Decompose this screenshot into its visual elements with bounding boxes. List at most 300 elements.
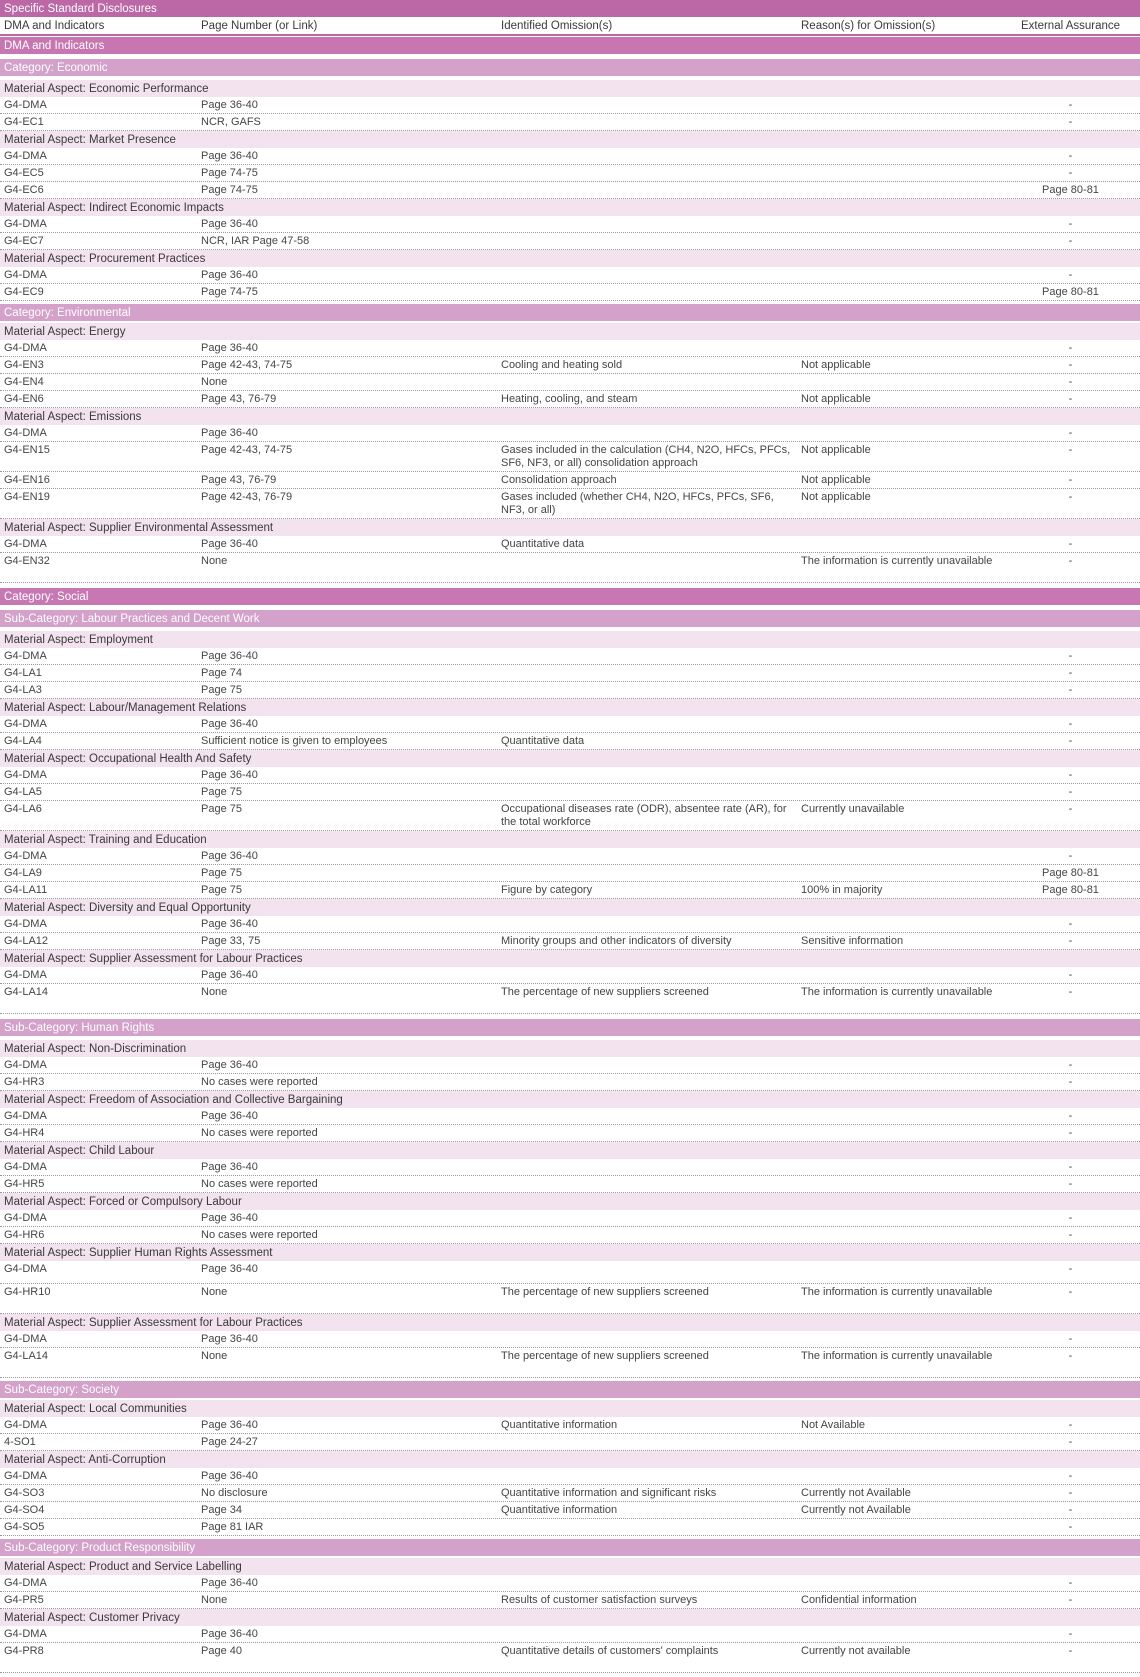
indicator-cell: G4-LA9 — [4, 867, 42, 879]
reason-cell: Confidential information — [801, 1594, 917, 1606]
page-cell: Page 81 IAR — [201, 1521, 264, 1533]
table-row — [0, 1643, 1140, 1673]
page-cell: Page 33, 75 — [201, 935, 261, 947]
reason-cell — [801, 1626, 1001, 1642]
assurance-cell: - — [1068, 1263, 1073, 1275]
table-row — [0, 1519, 1140, 1536]
indicator-cell: G4-HR6 — [4, 1229, 45, 1241]
omission-cell: Quantitative data — [501, 538, 585, 550]
omission-cell: Minority groups and other indicators of diversity — [501, 935, 732, 947]
omission-cell — [501, 233, 801, 249]
table-row — [0, 182, 1140, 199]
reason-cell — [801, 1159, 1001, 1175]
reason-cell: Not applicable — [801, 474, 871, 486]
assurance-cell: - — [1068, 235, 1073, 247]
col-header-page: Page Number (or Link) — [201, 19, 318, 32]
material-aspect-header: Material Aspect: Economic Performance — [0, 80, 1140, 97]
indicator-cell: G4-DMA — [4, 269, 47, 281]
indicator-cell: G4-EC9 — [4, 286, 44, 298]
reason-cell: The information is currently unavailable — [801, 555, 993, 567]
assurance-cell: - — [1068, 1419, 1073, 1431]
omission-cell — [501, 1468, 801, 1484]
page-cell: Page 36-40 — [201, 150, 258, 162]
table-row — [0, 1331, 1140, 1348]
omission-cell: Gases included (whether CH4, N2O, HFCs, PFCs, SF6, NF3, or all) — [501, 491, 774, 516]
assurance-cell: - — [1068, 1059, 1073, 1071]
assurance-cell: - — [1068, 555, 1073, 567]
reason-cell — [801, 967, 1001, 983]
indicator-cell: G4-LA14 — [4, 986, 49, 998]
table-row — [0, 97, 1140, 114]
table-row — [0, 967, 1140, 984]
indicator-cell: G4-DMA — [4, 918, 47, 930]
omission-cell — [501, 148, 801, 164]
omission-cell — [501, 1261, 801, 1283]
reason-cell: Not applicable — [801, 359, 871, 371]
table-row — [0, 648, 1140, 665]
table-row — [0, 916, 1140, 933]
omission-cell — [501, 1626, 801, 1642]
page-cell: Page 36-40 — [201, 1212, 258, 1224]
reason-cell: Not Available — [801, 1419, 866, 1431]
indicator-cell: G4-LA14 — [4, 1350, 49, 1362]
indicator-cell: G4-EC1 — [4, 116, 44, 128]
indicator-cell: G4-PR5 — [4, 1594, 44, 1606]
omission-cell: Results of customer satisfaction surveys — [501, 1594, 698, 1606]
omission-cell — [501, 1519, 801, 1535]
page-cell: None — [201, 1350, 228, 1362]
indicator-cell: G4-DMA — [4, 1577, 47, 1589]
indicator-cell: G4-LA11 — [4, 884, 48, 896]
indicator-cell: G4-DMA — [4, 718, 47, 730]
column-header-row — [0, 17, 1140, 36]
omission-cell — [501, 1057, 801, 1073]
indicator-cell: G4-DMA — [4, 1161, 47, 1173]
reason-cell: The information is currently unavailable — [801, 1350, 993, 1362]
page-cell: NCR, GAFS — [201, 116, 261, 128]
table-body — [0, 59, 1140, 1673]
table-row — [0, 733, 1140, 750]
page-cell: Page 36-40 — [201, 1161, 258, 1173]
material-aspect-header: Material Aspect: Supplier Human Rights Assessment — [0, 1244, 1140, 1261]
indicator-cell: 4-SO1 — [4, 1436, 36, 1448]
material-aspect-header: Material Aspect: Labour/Management Relations — [0, 699, 1140, 716]
indicator-cell: G4-DMA — [4, 342, 47, 354]
omission-cell — [501, 425, 801, 441]
indicator-cell: G4-EN32 — [4, 555, 50, 567]
reason-cell: Currently not Available — [801, 1504, 911, 1516]
assurance-cell: - — [1068, 1229, 1073, 1241]
material-aspect-header: Material Aspect: Emissions — [0, 408, 1140, 425]
indicator-cell: G4-EC5 — [4, 167, 44, 179]
assurance-cell: - — [1068, 1127, 1073, 1139]
reason-cell: 100% in majority — [801, 884, 883, 896]
page-cell: Page 36-40 — [201, 427, 258, 439]
page-cell: Page 75 — [201, 684, 242, 696]
omission-cell — [501, 1108, 801, 1124]
reason-cell — [801, 114, 1001, 130]
reason-cell — [801, 374, 1001, 390]
table-row — [0, 148, 1140, 165]
assurance-cell: - — [1068, 969, 1073, 981]
omission-cell — [501, 553, 801, 582]
page-cell: Sufficient notice is given to employees — [201, 735, 388, 747]
page-cell: Page 36-40 — [201, 342, 258, 354]
page-cell: Page 40 — [201, 1645, 242, 1657]
indicator-cell: G4-LA4 — [4, 735, 42, 747]
page-cell: Page 36-40 — [201, 650, 258, 662]
omission-cell — [501, 340, 801, 356]
col-header-omission: Identified Omission(s) — [501, 19, 613, 32]
omission-cell — [501, 1074, 801, 1090]
reason-cell: Currently not Available — [801, 1487, 911, 1499]
assurance-cell: Page 80-81 — [1042, 286, 1099, 298]
material-aspect-header: Material Aspect: Supplier Assessment for Labour Practices — [0, 950, 1140, 967]
assurance-cell: - — [1068, 786, 1073, 798]
material-aspect-header: Material Aspect: Diversity and Equal Opportunity — [0, 899, 1140, 916]
omission-cell: The percentage of new suppliers screened — [501, 1350, 709, 1362]
table-row — [0, 1592, 1140, 1609]
reason-cell — [801, 716, 1001, 732]
omission-cell: Quantitative data — [501, 735, 585, 747]
reason-cell: Not applicable — [801, 491, 871, 503]
assurance-cell: - — [1068, 393, 1073, 405]
assurance-cell: - — [1068, 1350, 1073, 1362]
material-aspect-header: Material Aspect: Procurement Practices — [0, 250, 1140, 267]
indicator-cell: G4-DMA — [4, 1212, 47, 1224]
omission-cell — [501, 1210, 801, 1226]
omission-cell — [501, 165, 801, 181]
omission-cell: The percentage of new suppliers screened — [501, 1286, 709, 1298]
page-cell: None — [201, 1286, 228, 1298]
reason-cell — [801, 767, 1001, 783]
table-row — [0, 882, 1140, 899]
assurance-cell: - — [1068, 1110, 1073, 1122]
omission-cell — [501, 284, 801, 300]
table-row — [0, 1125, 1140, 1142]
indicator-cell: G4-DMA — [4, 1059, 47, 1071]
table-row — [0, 1159, 1140, 1176]
indicator-cell: G4-HR10 — [4, 1286, 51, 1298]
reason-cell — [801, 1575, 1001, 1591]
omission-cell — [501, 1331, 801, 1347]
material-aspect-header: Material Aspect: Anti-Corruption — [0, 1451, 1140, 1468]
assurance-cell: - — [1068, 342, 1073, 354]
indicator-cell: G4-SO5 — [4, 1521, 45, 1533]
reason-cell — [801, 425, 1001, 441]
assurance-cell: - — [1068, 1521, 1073, 1533]
page-cell: Page 36-40 — [201, 1470, 258, 1482]
omission-cell — [501, 1176, 801, 1192]
page-cell: Page 75 — [201, 803, 242, 815]
assurance-cell: - — [1068, 667, 1073, 679]
page-cell: None — [201, 555, 228, 567]
indicator-cell: G4-HR5 — [4, 1178, 45, 1190]
reason-cell — [801, 1176, 1001, 1192]
page-cell: No cases were reported — [201, 1076, 318, 1088]
indicator-cell: G4-EN6 — [4, 393, 44, 405]
material-aspect-header: Material Aspect: Child Labour — [0, 1142, 1140, 1159]
material-aspect-header: Material Aspect: Local Communities — [0, 1400, 1140, 1417]
reason-cell — [801, 1434, 1001, 1450]
reason-cell — [801, 340, 1001, 356]
page-cell: Page 74-75 — [201, 286, 258, 298]
omission-cell — [501, 784, 801, 800]
table-row — [0, 391, 1140, 408]
table-row — [0, 1502, 1140, 1519]
indicator-cell: G4-DMA — [4, 1333, 47, 1345]
page-cell: Page 42-43, 74-75 — [201, 359, 293, 371]
assurance-cell: - — [1068, 1286, 1073, 1298]
reason-cell — [801, 1108, 1001, 1124]
dma-banner: DMA and Indicators — [0, 37, 1140, 54]
omission-cell — [501, 648, 801, 664]
indicator-cell: G4-DMA — [4, 769, 47, 781]
omission-cell — [501, 1575, 801, 1591]
reason-cell: Currently unavailable — [801, 803, 905, 815]
assurance-cell: - — [1068, 218, 1073, 230]
indicator-cell: G4-DMA — [4, 427, 47, 439]
reason-cell: Currently not available — [801, 1645, 911, 1657]
omission-cell — [501, 865, 801, 881]
table-row — [0, 1210, 1140, 1227]
omission-cell — [501, 182, 801, 198]
table-row — [0, 1261, 1140, 1284]
omission-cell: Heating, cooling, and steam — [501, 393, 638, 405]
table-row — [0, 1348, 1140, 1378]
page-cell: Page 36-40 — [201, 218, 258, 230]
page-cell: None — [201, 986, 228, 998]
category-header: Sub-Category: Product Responsibility — [0, 1539, 1140, 1556]
indicator-cell: G4-DMA — [4, 1470, 47, 1482]
indicator-cell: G4-LA5 — [4, 786, 42, 798]
table-row — [0, 1176, 1140, 1193]
page-cell: Page 36-40 — [201, 1419, 258, 1431]
table-row — [0, 716, 1140, 733]
assurance-cell: - — [1068, 1628, 1073, 1640]
table-row — [0, 984, 1140, 1014]
table-row — [0, 1227, 1140, 1244]
table-row — [0, 216, 1140, 233]
material-aspect-header: Material Aspect: Product and Service Labelling — [0, 1558, 1140, 1575]
reason-cell — [801, 1468, 1001, 1484]
assurance-cell: - — [1068, 444, 1073, 456]
page-cell: Page 36-40 — [201, 850, 258, 862]
assurance-cell: - — [1068, 1594, 1073, 1606]
reason-cell — [801, 865, 1001, 881]
table-row — [0, 553, 1140, 583]
page-cell: Page 74-75 — [201, 167, 258, 179]
table-row — [0, 1575, 1140, 1592]
category-header: Sub-Category: Society — [0, 1381, 1140, 1398]
page-cell: Page 36-40 — [201, 538, 258, 550]
page-cell: Page 34 — [201, 1504, 242, 1516]
page-cell: Page 36-40 — [201, 269, 258, 281]
table-row — [0, 665, 1140, 682]
indicator-cell: G4-DMA — [4, 1263, 47, 1275]
page-cell: NCR, IAR Page 47-58 — [201, 235, 310, 247]
assurance-cell: - — [1068, 769, 1073, 781]
page-cell: Page 43, 76-79 — [201, 393, 277, 405]
omission-cell: Quantitative details of customers' complaints — [501, 1645, 719, 1657]
table-title: Specific Standard Disclosures — [0, 0, 1140, 17]
table-row — [0, 933, 1140, 950]
material-aspect-header: Material Aspect: Supplier Assessment for Labour Practices — [0, 1314, 1140, 1331]
category-header: Category: Economic — [0, 59, 1140, 76]
material-aspect-header: Material Aspect: Employment — [0, 631, 1140, 648]
page-cell: Page 24-27 — [201, 1436, 258, 1448]
assurance-cell: - — [1068, 1161, 1073, 1173]
assurance-cell: Page 80-81 — [1042, 884, 1099, 896]
indicator-cell: G4-DMA — [4, 150, 47, 162]
reason-cell — [801, 784, 1001, 800]
page-cell: Page 75 — [201, 867, 242, 879]
table-row — [0, 374, 1140, 391]
reason-cell — [801, 148, 1001, 164]
reason-cell — [801, 216, 1001, 232]
assurance-cell: - — [1068, 1178, 1073, 1190]
category-header: Category: Environmental — [0, 304, 1140, 321]
omission-cell — [501, 1125, 801, 1141]
page-cell: No disclosure — [201, 1487, 268, 1499]
reason-cell — [801, 1125, 1001, 1141]
omission-cell — [501, 1227, 801, 1243]
omission-cell — [501, 967, 801, 983]
table-row — [0, 1284, 1140, 1314]
page-cell: Page 36-40 — [201, 1333, 258, 1345]
assurance-cell: - — [1068, 718, 1073, 730]
omission-cell: Consolidation approach — [501, 474, 617, 486]
indicator-cell: G4-EN19 — [4, 491, 50, 503]
reason-cell — [801, 165, 1001, 181]
omission-cell — [501, 267, 801, 283]
reason-cell — [801, 648, 1001, 664]
omission-cell: The percentage of new suppliers screened — [501, 986, 709, 998]
omission-cell — [501, 1434, 801, 1450]
omission-cell: Figure by category — [501, 884, 593, 896]
page-cell: Page 75 — [201, 884, 242, 896]
table-row — [0, 267, 1140, 284]
page-cell: Page 36-40 — [201, 99, 258, 111]
assurance-cell: - — [1068, 850, 1073, 862]
table-row — [0, 1108, 1140, 1125]
reason-cell — [801, 733, 1001, 749]
reason-cell — [801, 916, 1001, 932]
table-row — [0, 848, 1140, 865]
omission-cell — [501, 97, 801, 113]
assurance-cell: - — [1068, 1645, 1073, 1657]
page-cell: Page 36-40 — [201, 1577, 258, 1589]
page-cell: Page 74-75 — [201, 184, 258, 196]
table-row — [0, 767, 1140, 784]
indicator-cell: G4-DMA — [4, 99, 47, 111]
material-aspect-header: Material Aspect: Market Presence — [0, 131, 1140, 148]
reason-cell — [801, 848, 1001, 864]
reason-cell: The information is currently unavailable — [801, 1286, 993, 1298]
assurance-cell: - — [1068, 376, 1073, 388]
table-row — [0, 114, 1140, 131]
assurance-cell: - — [1068, 1487, 1073, 1499]
reason-cell — [801, 267, 1001, 283]
reason-cell: The information is currently unavailable — [801, 986, 993, 998]
reason-cell — [801, 1519, 1001, 1535]
assurance-cell: - — [1068, 1333, 1073, 1345]
indicator-cell: G4-EN15 — [4, 444, 50, 456]
indicator-cell: G4-EC7 — [4, 235, 44, 247]
indicator-cell: G4-SO3 — [4, 1487, 45, 1499]
indicator-cell: G4-DMA — [4, 969, 47, 981]
reason-cell — [801, 682, 1001, 698]
table-row — [0, 682, 1140, 699]
page-cell: Page 42-43, 76-79 — [201, 491, 293, 503]
table-row — [0, 784, 1140, 801]
material-aspect-header: Material Aspect: Training and Education — [0, 831, 1140, 848]
page-cell: Page 36-40 — [201, 918, 258, 930]
reason-cell — [801, 284, 1001, 300]
page-cell: Page 36-40 — [201, 1263, 258, 1275]
assurance-cell: - — [1068, 918, 1073, 930]
reason-cell — [801, 1227, 1001, 1243]
col-header-indicators: DMA and Indicators — [4, 19, 105, 32]
omission-cell — [501, 767, 801, 783]
table-row — [0, 340, 1140, 357]
omission-cell — [501, 848, 801, 864]
col-header-reason: Reason(s) for Omission(s) — [801, 19, 936, 32]
assurance-cell: - — [1068, 935, 1073, 947]
indicator-cell: G4-DMA — [4, 850, 47, 862]
material-aspect-header: Material Aspect: Occupational Health And Safety — [0, 750, 1140, 767]
category-header: Sub-Category: Human Rights — [0, 1019, 1140, 1036]
page-cell: Page 42-43, 74-75 — [201, 444, 293, 456]
table-row — [0, 1417, 1140, 1434]
assurance-cell: - — [1068, 269, 1073, 281]
table-row — [0, 1074, 1140, 1091]
omission-cell: Quantitative information and significant risks — [501, 1487, 717, 1499]
table-row — [0, 536, 1140, 553]
assurance-cell: - — [1068, 650, 1073, 662]
omission-cell: Quantitative information — [501, 1504, 618, 1516]
omission-cell — [501, 1159, 801, 1175]
assurance-cell: - — [1068, 1470, 1073, 1482]
material-aspect-header: Material Aspect: Customer Privacy — [0, 1609, 1140, 1626]
page-cell: Page 36-40 — [201, 1628, 258, 1640]
assurance-cell: - — [1068, 1577, 1073, 1589]
indicator-cell: G4-DMA — [4, 1419, 47, 1431]
assurance-cell: - — [1068, 1076, 1073, 1088]
indicator-cell: G4-DMA — [4, 538, 47, 550]
table-row — [0, 442, 1140, 472]
omission-cell: Quantitative information — [501, 1419, 618, 1431]
reason-cell — [801, 1074, 1001, 1090]
omission-cell — [501, 216, 801, 232]
assurance-cell: Page 80-81 — [1042, 184, 1099, 196]
assurance-cell: - — [1068, 474, 1073, 486]
page-cell: None — [201, 376, 228, 388]
indicator-cell: G4-HR4 — [4, 1127, 45, 1139]
table-row — [0, 1468, 1140, 1485]
page-cell: Page 74 — [201, 667, 242, 679]
indicator-cell: G4-LA1 — [4, 667, 42, 679]
table-row — [0, 233, 1140, 250]
table-row — [0, 425, 1140, 442]
assurance-cell: - — [1068, 427, 1073, 439]
assurance-cell: - — [1068, 1504, 1073, 1516]
assurance-cell: Page 80-81 — [1042, 867, 1099, 879]
reason-cell: Not applicable — [801, 444, 871, 456]
reason-cell — [801, 1261, 1001, 1283]
omission-cell — [501, 374, 801, 390]
omission-cell: Gases included in the calculation (CH4, N2O, HFCs, PFCs, SF6, NF3, or all) consolidation approach — [501, 444, 791, 469]
